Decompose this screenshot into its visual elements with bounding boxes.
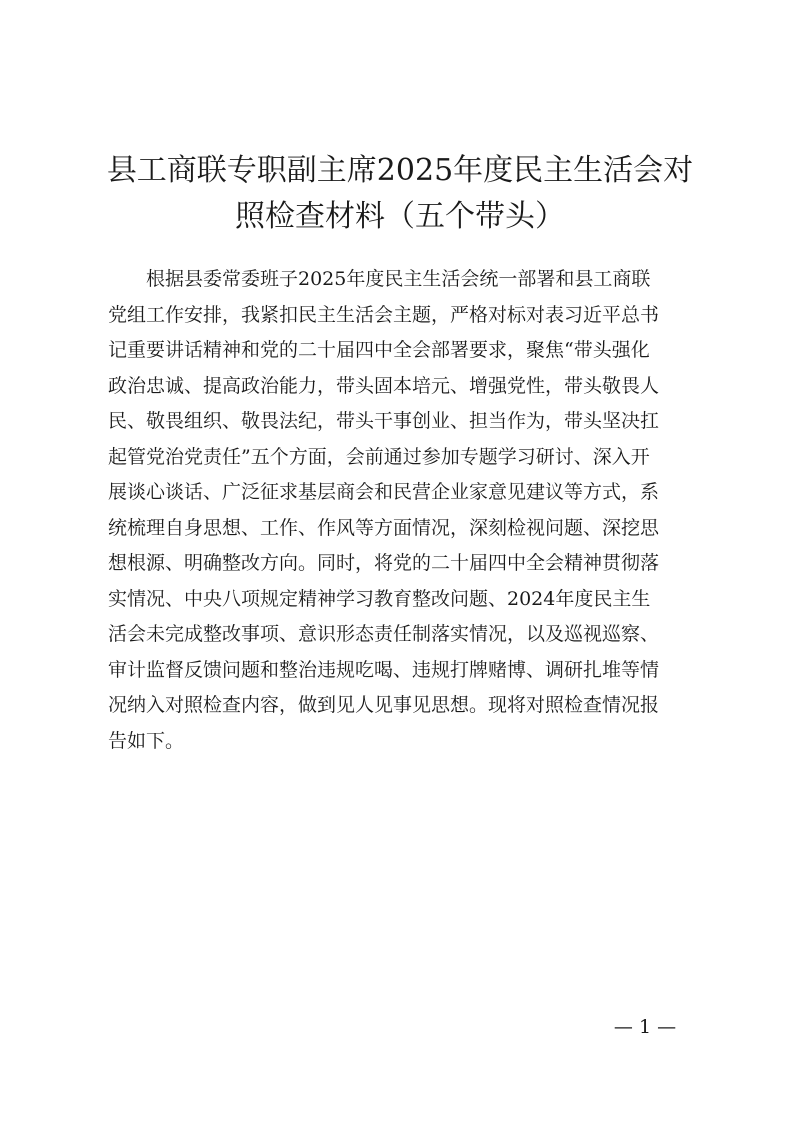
body-line: 告如下。 <box>108 729 185 752</box>
body-line: 活会未完成整改事项、意识形态责任制落实情况，以及巡视巡察、 <box>108 623 660 645</box>
body-line: 记重要讲话精神和党的二十届四中全会部署要求，聚焦“带头强化 <box>108 339 650 361</box>
document-title <box>100 148 700 240</box>
title-line-1: 县工商联专职副主席2025年度民主生活会对 <box>106 153 694 188</box>
body-line: 政治忠诚、提高政治能力，带头固本培元、增强党性，带头敬畏人 <box>108 374 660 397</box>
body-line: 况纳入对照检查内容，做到见人见事见思想。现将对照检查情况报 <box>108 694 660 716</box>
body-line: 根据县委常委班子2025年度民主生活会统一部署和县工商联 <box>146 268 651 290</box>
body-line: 党组工作安排，我紧扣民主生活会主题，严格对标对表习近平总书 <box>108 303 660 326</box>
body-line: 审计监督反馈问题和整治违规吃喝、违规打牌赌博、调研扎堆等情 <box>108 658 660 681</box>
body-line: 民、敬畏组织、敬畏法纪，带头干事创业、担当作为，带头坚决扛 <box>108 410 660 432</box>
body-paragraph <box>108 262 692 759</box>
body-line: 起管党治党责任”五个方面，会前通过参加专题学习研讨、深入开 <box>108 445 650 468</box>
body-line: 想根源、明确整改方向。同时，将党的二十届四中全会精神贯彻落 <box>108 552 660 574</box>
page-number: — 1 — <box>613 1016 677 1038</box>
body-line: 统梳理自身思想、工作、作风等方面情况，深刻检视问题、深挖思 <box>108 516 660 539</box>
title-line-2: 照检查材料（五个带头） <box>235 199 565 234</box>
body-line: 展谈心谈话、广泛征求基层商会和民营企业家意见建议等方式，系 <box>108 481 660 503</box>
body-line: 实情况、中央八项规定精神学习教育整改问题、2024年度民主生 <box>108 587 651 610</box>
